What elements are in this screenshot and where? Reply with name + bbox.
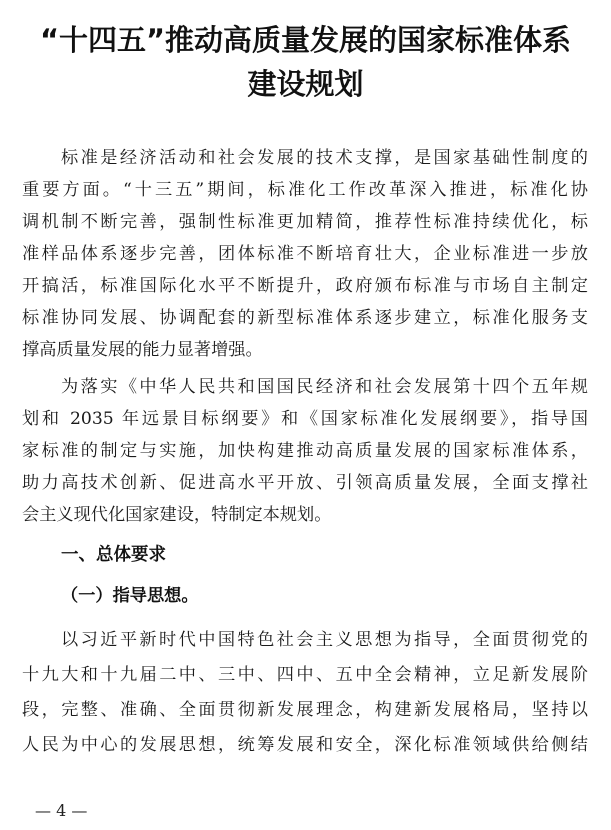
paragraph-1-line: 撑高质量发展的能力显著增强。: [22, 340, 263, 360]
paragraph-2-line: 划和 2035 年远景目标纲要》和《国家标准化发展纲要》，指导国: [22, 409, 588, 429]
paragraph-3-line: 十九大和十九届二中、三中、四中、五中全会精神，立足新发展阶: [22, 665, 588, 685]
page-number: — 4 —: [35, 801, 88, 820]
paragraph-3-line: 段，完整、准确、全面贯彻新发展理念，构建新发展格局，坚持以: [22, 700, 588, 720]
document-title-line-2: 建设规划: [247, 67, 364, 101]
paragraph-2-line: 会主义现代化国家建设，特制定本规划。: [22, 505, 332, 525]
paragraph-1-line: 开搞活，标准国际化水平不断提升，政府颁布标准与市场自主制定: [22, 276, 588, 296]
paragraph-3-line: 以习近平新时代中国特色社会主义思想为指导，全面贯彻党的: [61, 630, 588, 650]
subsection-heading: （一）指导思想。: [61, 586, 199, 606]
paragraph-1-line: 标准是经济活动和社会发展的技术支撑，是国家基础性制度的: [61, 148, 588, 168]
paragraph-3-line: 人民为中心的发展思想，统筹发展和安全，深化标准领域供给侧结: [22, 735, 588, 755]
paragraph-1-line: 重要方面。“十三五”期间，标准化工作改革深入推进，标准化协: [22, 180, 588, 200]
section-heading: 一、总体要求: [61, 545, 166, 565]
paragraph-1-line: 调机制不断完善，强制性标准更加精简，推荐性标准持续优化，标: [22, 212, 588, 232]
document-title-line-1: “十四五”推动高质量发展的国家标准体系: [39, 23, 572, 57]
paragraph-2-line: 助力高技术创新、促进高水平开放、引领高质量发展，全面支撑社: [22, 473, 588, 493]
paragraph-1-line: 标准协同发展、协调配套的新型标准体系逐步建立，标准化服务支: [22, 308, 588, 328]
paragraph-2-line: 家标准的制定与实施，加快构建推动高质量发展的国家标准体系，: [22, 441, 588, 461]
paragraph-1-line: 准样品体系逐步完善，团体标准不断培育壮大，企业标准进一步放: [22, 244, 588, 264]
paragraph-2-line: 为落实《中华人民共和国国民经济和社会发展第十四个五年规: [61, 377, 588, 397]
